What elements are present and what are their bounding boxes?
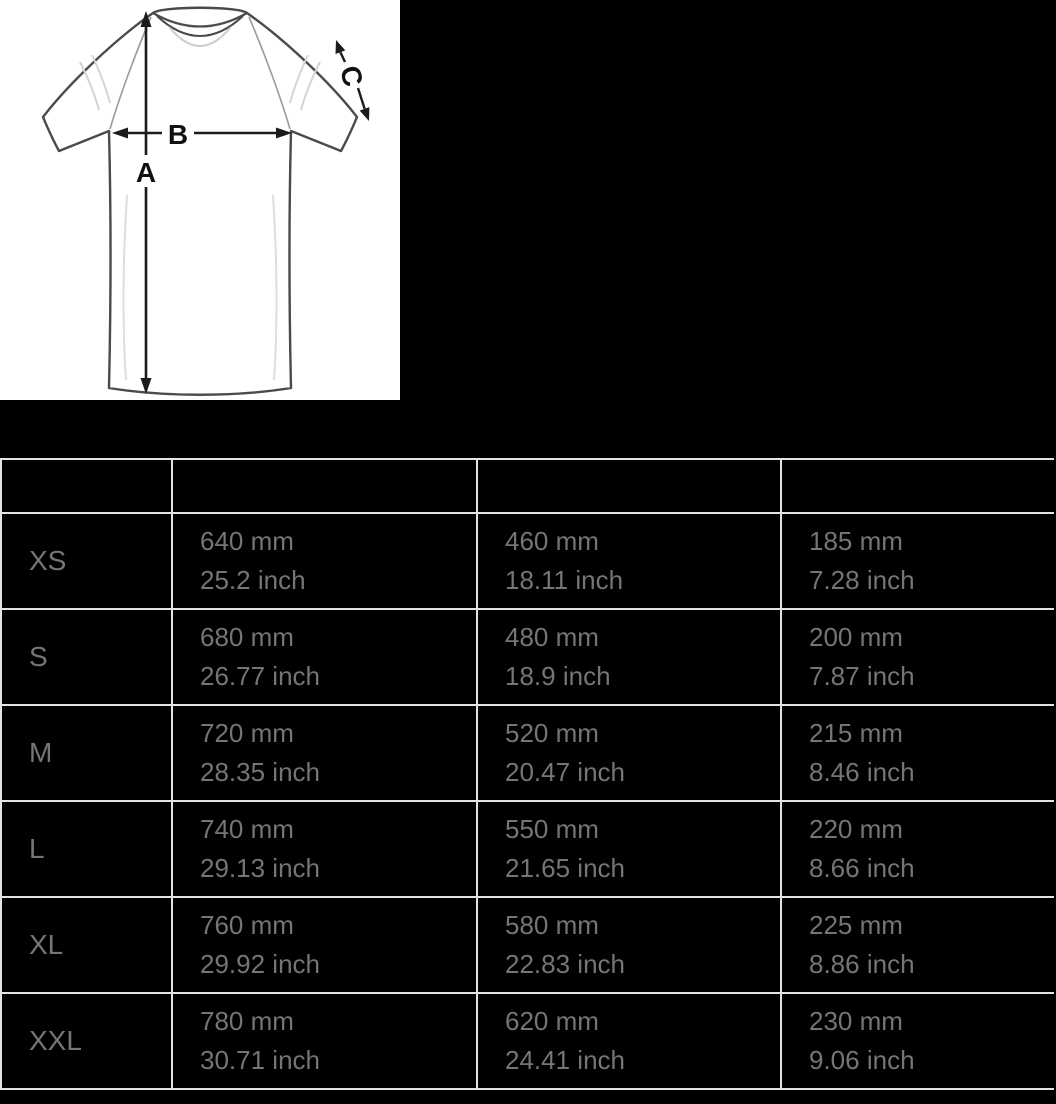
measurement-inch: 8.86 inch <box>809 949 915 979</box>
table-row <box>1 705 1054 801</box>
measurement-mm: 780 mm <box>200 1006 294 1036</box>
header-cell-size <box>1 459 172 513</box>
table-row <box>1 801 1054 897</box>
measure-a-label: A <box>135 157 157 188</box>
measurement-cell <box>172 705 477 801</box>
measurement-mm: 225 mm <box>809 910 903 940</box>
measurement-inch: 28.35 inch <box>200 757 320 787</box>
measurement-inch: 8.66 inch <box>809 853 915 883</box>
measurement-inch: 18.11 inch <box>505 565 624 595</box>
measurement-inch: 24.41 inch <box>505 1045 625 1075</box>
table-row <box>1 897 1054 993</box>
measurement-inch: 29.92 inch <box>200 949 320 979</box>
measurement-inch: 9.06 inch <box>809 1045 915 1075</box>
measurement-mm: 520 mm <box>505 718 599 748</box>
measurement-cell <box>477 513 781 609</box>
size-label: XL <box>1 897 172 993</box>
measurement-inch: 20.47 inch <box>505 757 625 787</box>
measurement-inch: 21.65 inch <box>505 853 625 883</box>
measurement-inch: 18.9 inch <box>505 661 611 691</box>
measurement-inch: 30.71 inch <box>200 1045 320 1075</box>
measurement-cell <box>172 801 477 897</box>
measurement-mm: 720 mm <box>200 718 294 748</box>
measurement-mm: 215 mm <box>809 718 903 748</box>
measurement-mm: 220 mm <box>809 814 903 844</box>
measurement-mm: 230 mm <box>809 1006 903 1036</box>
measurement-mm: 200 mm <box>809 622 903 652</box>
header-cell-a <box>172 459 477 513</box>
measurement-cell <box>172 897 477 993</box>
measurement-mm: 640 mm <box>200 526 294 556</box>
measurement-mm: 460 mm <box>505 526 599 556</box>
measurement-mm: 580 mm <box>505 910 599 940</box>
size-label: S <box>1 609 172 705</box>
size-label: M <box>1 705 172 801</box>
measurement-inch: 25.2 inch <box>200 565 306 595</box>
measurement-inch: 26.77 inch <box>200 661 320 691</box>
measurement-inch: 7.87 inch <box>809 661 915 691</box>
size-diagram-panel <box>0 0 400 400</box>
measurement-cell <box>781 993 1054 1089</box>
size-label: L <box>1 801 172 897</box>
measurement-cell <box>781 801 1054 897</box>
measurement-mm: 620 mm <box>505 1006 599 1036</box>
measurement-cell <box>172 993 477 1089</box>
measurement-inch: 8.46 inch <box>809 757 915 787</box>
measurement-inch: 29.13 inch <box>200 853 320 883</box>
measurement-cell <box>172 609 477 705</box>
size-label: XS <box>1 513 172 609</box>
table-row <box>1 993 1054 1089</box>
measurement-cell <box>477 609 781 705</box>
measurement-cell <box>477 897 781 993</box>
measurement-inch: 22.83 inch <box>505 949 625 979</box>
header-cell-b <box>477 459 781 513</box>
tshirt-graphic <box>43 8 357 395</box>
measurement-mm: 480 mm <box>505 622 599 652</box>
size-table <box>0 458 1054 1090</box>
measure-c-label: C <box>333 62 370 90</box>
measurement-mm: 550 mm <box>505 814 599 844</box>
measurement-mm: 760 mm <box>200 910 294 940</box>
header-cell-c <box>781 459 1054 513</box>
measurement-cell <box>781 897 1054 993</box>
measurement-cell <box>781 513 1054 609</box>
measurement-mm: 740 mm <box>200 814 294 844</box>
measurement-cell <box>477 705 781 801</box>
measurement-cell <box>781 705 1054 801</box>
measurement-cell <box>477 993 781 1089</box>
table-row <box>1 513 1054 609</box>
measurement-mm: 185 mm <box>809 526 903 556</box>
measurement-mm: 680 mm <box>200 622 294 652</box>
measure-b-label: B <box>167 119 189 150</box>
size-label: XXL <box>1 993 172 1089</box>
tshirt-measurement-diagram <box>0 0 400 400</box>
table-row <box>1 609 1054 705</box>
measurement-cell <box>781 609 1054 705</box>
measurement-cell <box>477 801 781 897</box>
table-header-row <box>1 459 1054 513</box>
measurement-inch: 7.28 inch <box>809 565 915 595</box>
measurement-cell <box>172 513 477 609</box>
